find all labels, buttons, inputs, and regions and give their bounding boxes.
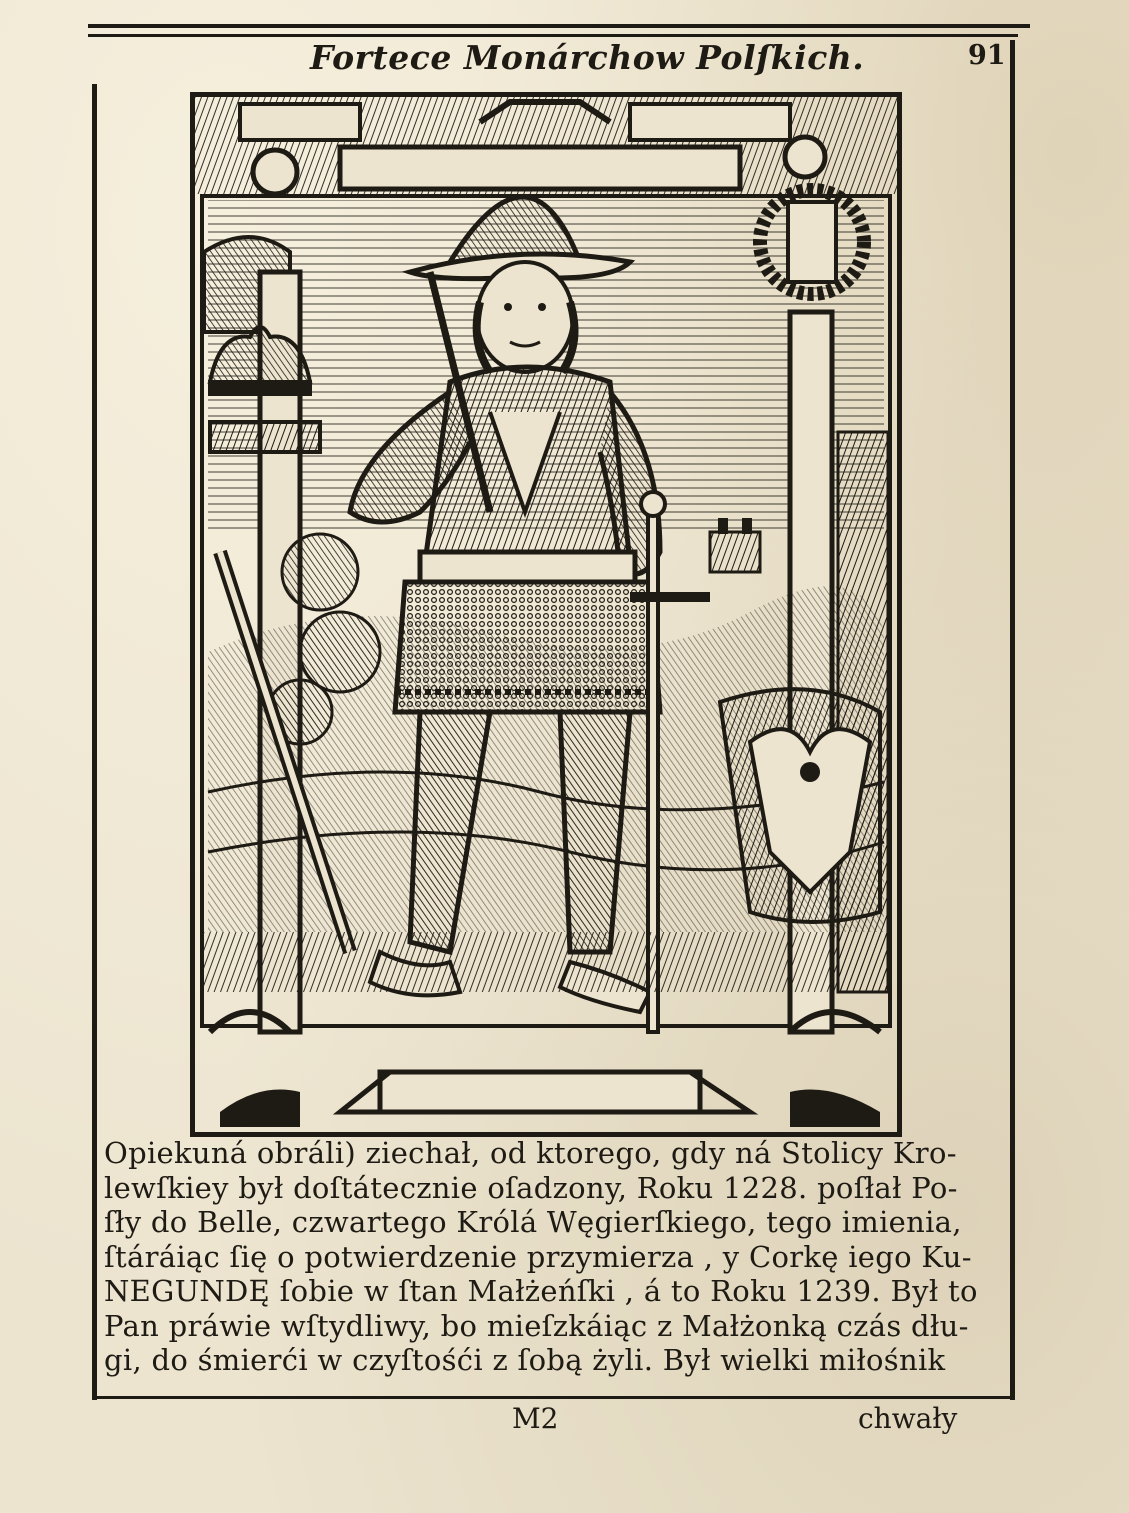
page-frame-left [92,84,97,1400]
running-title: Fortece Monárchow Polſkich. [310,38,865,77]
bottom-cartouche [202,932,890,1127]
page-number: 91 [968,40,1006,71]
top-cartouche [192,94,900,194]
text-bottom-rule [92,1396,1014,1399]
text-line: ſtáráiąc ſię o potwierdzenie przymierza , y Corkę iego Ku- [104,1239,972,1274]
catchword: chwały [858,1402,958,1435]
body-text [104,1136,1006,1378]
woodcut-illustration [190,92,902,1137]
page-frame-right [1010,40,1015,1400]
text-line: NEGUNDĘ ſobie w ſtan Małżeńſki , á to Roku 1239. Był to [104,1274,978,1308]
text-line: ſły do Belle, czwartego Królá Węgierſkiego, tego imienia, [104,1205,962,1239]
text-line: Opiekuná obráli) ziechał, od ktorego, gdy ná Stolicy Kro- [104,1136,957,1170]
text-line: Pan práwie wſtydliwy, bo mieſzkáiąc z Małżonką czás dłu- [104,1308,969,1343]
text-line: lewſkiey był doſtátecznie oſadzony, Roku 1228. poſłał Po- [104,1170,958,1205]
text-line: gi, do śmierći w czyſtośći z ſobą żyli. Był wielki miłośnik [104,1343,946,1377]
header-rule-top [88,24,1030,28]
header-rule [88,34,1018,37]
signature-mark: M2 [512,1402,559,1435]
